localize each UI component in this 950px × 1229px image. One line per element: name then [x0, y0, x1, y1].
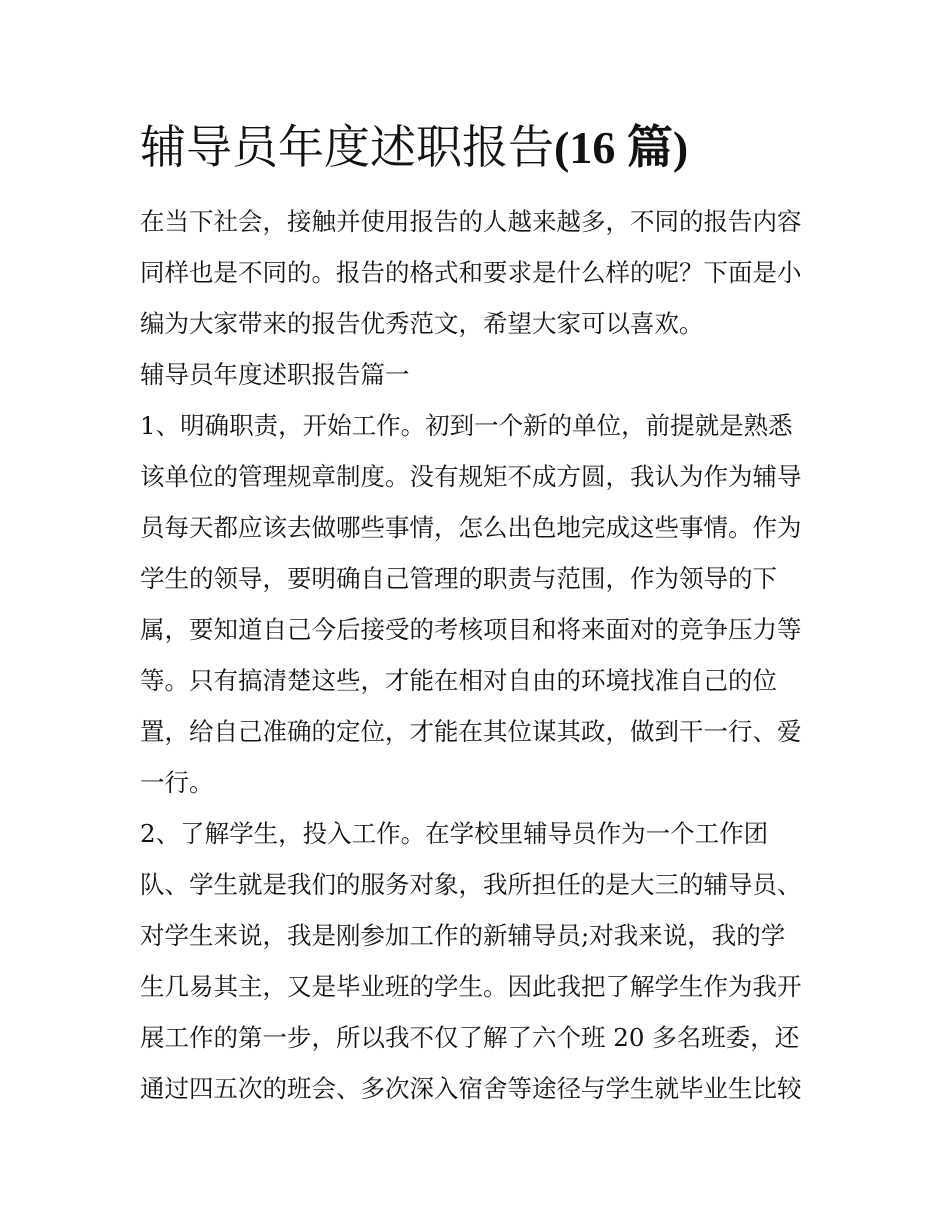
text-line: 属，要知道自己今后接受的考核项目和将来面对的竞争压力等	[140, 615, 802, 644]
text-line: 等。只有搞清楚这些，才能在相对自由的环境找准自己的位	[140, 666, 777, 695]
section-heading	[140, 349, 820, 400]
text-line: 置，给自己准确的定位，才能在其位谋其政，做到干一行、爱	[140, 717, 802, 746]
title-count: (16 篇)	[554, 122, 689, 173]
text-line: 对学生来说，我是刚参加工作的新辅导员;对我来说，我的学	[140, 921, 786, 950]
text-line: 展工作的第一步，所以我不仅了解了六个班 20 多名班委，还	[140, 1023, 800, 1052]
text-line: 队、学生就是我们的服务对象，我所担任的是大三的辅导员、	[140, 870, 802, 899]
document-title	[140, 112, 688, 183]
text-line: 辅导员年度述职报告篇一	[140, 360, 410, 389]
paragraph-2	[140, 808, 820, 1114]
document-body	[140, 196, 820, 1114]
text-line: 在当下社会，接触并使用报告的人越来越多，不同的报告内容	[140, 207, 802, 236]
text-line: 学生的领导，要明确自己管理的职责与范围，作为领导的下	[140, 564, 777, 593]
text-line: 1、明确职责，开始工作。初到一个新的单位，前提就是熟悉	[140, 411, 793, 440]
text-line: 一行。	[140, 768, 214, 797]
title-main: 辅导员年度述职报告	[140, 120, 554, 174]
text-line: 编为大家带来的报告优秀范文，希望大家可以喜欢。	[140, 309, 704, 338]
text-line: 2、了解学生，投入工作。在学校里辅导员作为一个工作团	[140, 819, 769, 848]
text-line: 员每天都应该去做哪些事情，怎么出色地完成这些事情。作为	[140, 513, 802, 542]
text-line: 通过四五次的班会、多次深入宿舍等途径与学生就毕业生比较	[140, 1074, 802, 1103]
text-line: 生几易其主，又是毕业班的学生。因此我把了解学生作为我开	[140, 972, 802, 1001]
intro-paragraph	[140, 196, 820, 349]
text-line: 同样也是不同的。报告的格式和要求是什么样的呢？下面是小	[140, 258, 802, 287]
paragraph-1	[140, 400, 820, 808]
text-line: 该单位的管理规章制度。没有规矩不成方圆，我认为作为辅导	[140, 462, 802, 491]
